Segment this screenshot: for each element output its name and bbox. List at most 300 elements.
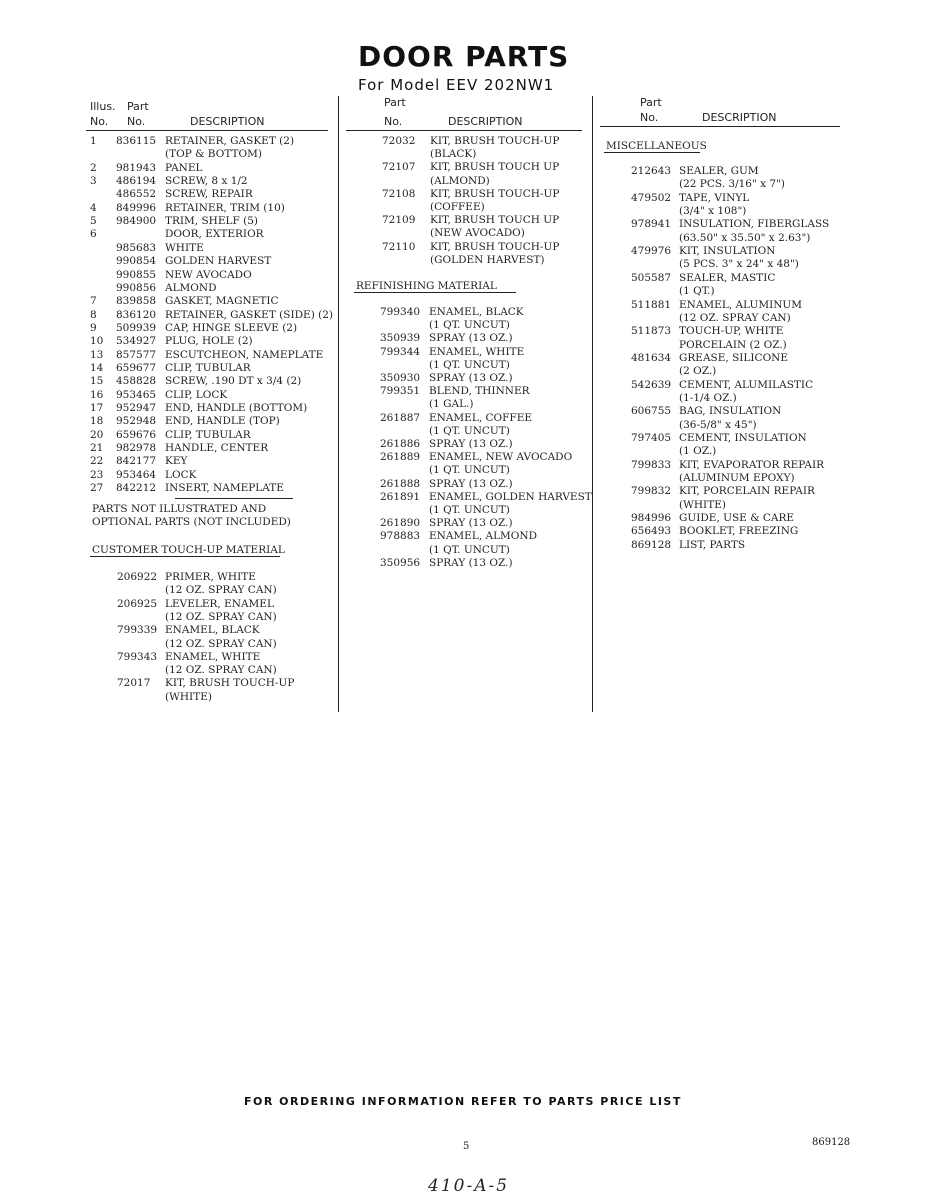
part-row: [380, 359, 588, 372]
part-row: [117, 651, 332, 664]
part-number: 72032: [382, 135, 416, 147]
part-number: 952947: [116, 402, 157, 414]
illus-number: 22: [90, 455, 104, 468]
part-description: ALMOND: [165, 281, 217, 294]
part-number: 261889: [380, 451, 421, 464]
refinishing-heading: REFINISHING MATERIAL: [356, 280, 497, 292]
part-description: (2 OZ.): [679, 365, 717, 378]
part-description: HANDLE, CENTER: [165, 442, 269, 455]
part-number: 799833: [631, 458, 672, 471]
part-number: 606755: [631, 405, 672, 418]
part-number: 505587: [631, 271, 672, 284]
col2-header-description: DESCRIPTION: [448, 115, 523, 128]
part-row: [90, 402, 335, 415]
part-description: GOLDEN HARVEST: [165, 255, 272, 268]
part-row: [90, 442, 335, 455]
part-description: TOUCH-UP, WHITE: [679, 325, 784, 338]
part-row: [631, 192, 836, 205]
col2-header-no: No.: [384, 115, 403, 128]
part-description: KIT, BRUSH TOUCH UP: [430, 161, 560, 174]
part-row: [90, 349, 335, 362]
part-number: 842212: [116, 482, 157, 495]
part-number: 534927: [116, 335, 157, 348]
part-number: 261888: [380, 477, 421, 490]
part-description: TRIM, SHELF (5): [165, 215, 258, 228]
part-row: [90, 269, 335, 282]
part-description: (1 GAL.): [429, 398, 474, 411]
part-row: [631, 232, 836, 245]
part-description: RETAINER, TRIM (10): [165, 201, 285, 214]
part-row: [90, 295, 335, 308]
part-description: NEW AVOCADO: [165, 268, 252, 281]
part-description: (BLACK): [430, 148, 477, 161]
part-description: (1 QT. UNCUT): [429, 424, 510, 437]
illus-number: 14: [90, 361, 104, 374]
part-number: 978941: [631, 218, 672, 231]
part-description: (NEW AVOCADO): [430, 227, 525, 240]
illus-number: 6: [90, 228, 97, 241]
part-row: [380, 438, 588, 451]
part-row: [117, 664, 332, 677]
part-number: 72109: [382, 214, 416, 227]
col3-header-description: DESCRIPTION: [702, 111, 777, 124]
illus-number: 17: [90, 402, 104, 414]
part-description: ENAMEL, WHITE: [165, 650, 261, 663]
part-description: (5 PCS. 3" x 24" x 48"): [679, 258, 799, 271]
part-number: 978883: [380, 530, 421, 543]
part-description: END, HANDLE (TOP): [165, 415, 280, 428]
part-number: 849996: [116, 201, 157, 214]
part-row: [90, 188, 335, 201]
part-description: ENAMEL, BLACK: [429, 306, 524, 318]
page-title: DOOR PARTS: [358, 40, 570, 73]
illus-number: 2: [90, 161, 97, 174]
part-description: CEMENT, INSULATION: [679, 432, 807, 444]
part-description: PRIMER, WHITE: [165, 571, 256, 583]
part-description: SPRAY (13 OZ.): [429, 477, 513, 490]
part-number: 486194: [116, 175, 157, 188]
part-number: 479976: [631, 245, 672, 258]
part-row: [380, 425, 588, 438]
part-row: [380, 346, 588, 359]
col2-header-rule: [346, 130, 582, 131]
part-row: [631, 419, 836, 432]
part-number: 842177: [116, 455, 157, 468]
part-row: [90, 282, 335, 295]
part-description: (1-1/4 OZ.): [679, 391, 737, 404]
part-row: [90, 415, 335, 428]
part-number: 511881: [631, 298, 672, 311]
part-row: [631, 285, 836, 298]
illus-number: 5: [90, 215, 97, 228]
part-number: 72110: [382, 240, 416, 253]
part-number: 261887: [380, 411, 421, 424]
illus-number: 9: [90, 321, 97, 334]
part-number: 481634: [631, 351, 672, 364]
part-description: BLEND, THINNER: [429, 385, 530, 398]
part-row: [117, 638, 332, 651]
part-row: [631, 352, 836, 365]
illus-number: 7: [90, 295, 97, 308]
part-description: GUIDE, USE & CARE: [679, 512, 795, 525]
part-row: [631, 485, 836, 498]
part-row: [90, 215, 335, 228]
col1-note-line2: OPTIONAL PARTS (NOT INCLUDED): [92, 516, 291, 528]
illus-number: 21: [90, 442, 104, 455]
part-description: ENAMEL, ALMOND: [429, 530, 538, 543]
part-row: [382, 135, 587, 148]
part-row: [631, 432, 836, 445]
miscellaneous-heading: MISCELLANEOUS: [606, 140, 707, 152]
part-row: [631, 218, 836, 231]
part-description: (12 OZ. SPRAY CAN): [165, 610, 277, 623]
part-description: (COFFEE): [430, 201, 485, 213]
part-description: END, HANDLE (BOTTOM): [165, 402, 308, 414]
part-number: 953464: [116, 468, 157, 481]
part-number: 990854: [116, 255, 157, 268]
part-row: [382, 148, 587, 161]
part-row: [380, 372, 588, 385]
part-description: (WHITE): [679, 498, 726, 511]
illus-number: 13: [90, 348, 104, 361]
part-description: (12 OZ. SPRAY CAN): [679, 311, 791, 324]
part-number: 982978: [116, 442, 157, 455]
part-row: [631, 525, 836, 538]
part-description: SCREW, .190 DT x 3/4 (2): [165, 375, 302, 388]
part-description: KIT, PORCELAIN REPAIR: [679, 485, 815, 498]
part-row: [117, 571, 332, 584]
part-description: ENAMEL, ALUMINUM: [679, 298, 803, 311]
part-row: [631, 445, 836, 458]
part-description: (1 QT. UNCUT): [429, 358, 510, 371]
col1-note-line1: PARTS NOT ILLUSTRATED AND: [92, 503, 267, 515]
part-row: [382, 214, 587, 227]
page-number: 5: [463, 1141, 470, 1152]
column-divider-2: [592, 96, 593, 712]
customer-touchup-heading: CUSTOMER TOUCH-UP MATERIAL: [92, 544, 285, 556]
part-row: [90, 255, 335, 268]
part-number: 350939: [380, 332, 421, 345]
part-description: (12 OZ. SPRAY CAN): [165, 664, 277, 677]
miscellaneous-underline: [604, 152, 700, 153]
part-row: [117, 598, 332, 611]
illus-number: 18: [90, 415, 104, 428]
part-number: 952948: [116, 415, 157, 428]
document-number: 869128: [812, 1137, 851, 1148]
illus-number: 20: [90, 428, 104, 441]
part-row: [90, 148, 335, 161]
part-description: (1 QT. UNCUT): [429, 319, 510, 332]
part-description: KEY: [165, 455, 188, 468]
part-row: [631, 405, 836, 418]
part-description: SPRAY (13 OZ.): [429, 438, 513, 450]
part-description: SPRAY (13 OZ.): [429, 556, 513, 569]
model-subtitle: For Model EEV 202NW1: [358, 76, 555, 94]
part-number: 984900: [116, 215, 157, 228]
part-description: GREASE, SILICONE: [679, 351, 789, 364]
part-description: SCREW, 8 x 1/2: [165, 175, 248, 188]
part-description: SEALER, MASTIC: [679, 271, 776, 284]
part-row: [380, 490, 592, 504]
part-description: BAG, INSULATION: [679, 405, 782, 418]
part-row: [90, 162, 335, 175]
part-row: [382, 188, 587, 201]
part-description: RETAINER, GASKET (SIDE) (2): [165, 308, 334, 321]
part-number: 799343: [117, 650, 158, 663]
part-number: 953465: [116, 388, 157, 401]
part-description: CLIP, LOCK: [165, 388, 228, 401]
part-number: 350930: [380, 372, 421, 384]
part-description: PLUG, HOLE (2): [165, 335, 253, 348]
part-row: [90, 135, 335, 148]
part-row: [90, 482, 335, 495]
part-row: [90, 362, 335, 375]
part-row: [380, 544, 588, 557]
part-description: ENAMEL, WHITE: [429, 345, 525, 358]
part-description: SCREW, REPAIR: [165, 188, 253, 201]
part-number: 659677: [116, 361, 157, 374]
col1-header-part: Part: [127, 100, 149, 113]
customer-touchup-underline: [90, 556, 280, 557]
part-number: 509939: [116, 321, 157, 334]
part-row: [380, 557, 588, 570]
part-row: [380, 451, 588, 464]
part-description: (36-5/8" x 45"): [679, 418, 757, 431]
part-row: [90, 242, 335, 255]
part-number: 857577: [116, 348, 157, 361]
part-row: [382, 254, 587, 267]
illus-number: 10: [90, 335, 104, 348]
part-description: (GOLDEN HARVEST): [430, 253, 545, 266]
part-number: 984996: [631, 512, 672, 525]
part-row: [631, 325, 836, 338]
part-description: SPRAY (13 OZ.): [429, 332, 513, 345]
part-row: [631, 258, 836, 271]
part-row: [90, 228, 335, 241]
part-description: KIT, BRUSH TOUCH-UP: [430, 187, 560, 200]
part-number: 206925: [117, 597, 158, 610]
col1-header-rule: [86, 130, 328, 131]
part-number: 458828: [116, 375, 157, 388]
part-row: [631, 312, 836, 325]
part-row: [380, 398, 588, 411]
refinishing-underline: [354, 292, 516, 293]
part-description: WHITE: [165, 241, 204, 254]
handwritten-note: 410-A-5: [428, 1176, 510, 1196]
part-number: 836120: [116, 308, 157, 321]
part-row: [117, 677, 332, 690]
part-row: [90, 309, 335, 322]
part-number: 261890: [380, 517, 421, 530]
part-description: (12 OZ. SPRAY CAN): [165, 584, 277, 597]
part-number: 869128: [631, 538, 672, 551]
illus-number: 23: [90, 468, 104, 481]
part-description: GASKET, MAGNETIC: [165, 295, 279, 308]
illus-number: 4: [90, 201, 97, 214]
part-row: [382, 161, 587, 174]
col3-header-no: No.: [640, 111, 659, 124]
part-description: ENAMEL, GOLDEN HARVEST: [429, 490, 592, 503]
part-row: [631, 472, 836, 485]
part-number: 212643: [631, 165, 672, 177]
col1-header-no2: No.: [127, 115, 146, 128]
part-number: 656493: [631, 525, 672, 538]
part-description: LEVELER, ENAMEL: [165, 597, 274, 610]
part-row: [382, 227, 587, 240]
part-row: [631, 245, 836, 258]
part-description: CAP, HINGE SLEEVE (2): [165, 321, 298, 334]
part-number: 542639: [631, 378, 672, 391]
part-description: LIST, PARTS: [679, 538, 746, 551]
part-number: 990855: [116, 268, 157, 281]
part-number: 486552: [116, 188, 157, 201]
col2-header-part: Part: [384, 96, 406, 109]
illus-number: 27: [90, 482, 104, 495]
part-row: [631, 379, 836, 392]
col1-header-description: DESCRIPTION: [190, 115, 265, 128]
part-number: 799351: [380, 385, 421, 398]
part-row: [380, 412, 588, 425]
part-description: ENAMEL, NEW AVOCADO: [429, 451, 573, 464]
part-row: [380, 530, 588, 543]
part-row: [90, 455, 335, 468]
part-row: [90, 429, 335, 442]
part-description: (1 QT. UNCUT): [429, 543, 510, 556]
part-row: [631, 392, 836, 405]
part-description: SEALER, GUM: [679, 165, 759, 177]
part-row: [631, 272, 836, 285]
part-description: (1 QT. UNCUT): [429, 504, 510, 516]
part-row: [380, 504, 588, 517]
part-row: [631, 178, 836, 191]
part-row: [382, 241, 587, 254]
part-row: [631, 499, 836, 512]
part-description: CEMENT, ALUMILASTIC: [679, 378, 814, 391]
part-description: (TOP & BOTTOM): [165, 148, 262, 161]
part-number: 981943: [116, 161, 157, 174]
part-row: [90, 202, 335, 215]
part-description: TAPE, VINYL: [679, 191, 750, 204]
part-description: SPRAY (13 OZ.): [429, 372, 513, 384]
part-number: 799832: [631, 485, 672, 498]
part-description: KIT, EVAPORATOR REPAIR: [679, 458, 824, 471]
part-description: SPRAY (13 OZ.): [429, 517, 513, 530]
part-row: [380, 464, 588, 477]
part-row: [90, 175, 335, 188]
part-description: KIT, BRUSH TOUCH-UP: [165, 677, 295, 690]
part-row: [380, 332, 588, 345]
part-description: (1 QT.): [679, 285, 715, 298]
part-number: 511873: [631, 325, 672, 338]
part-row: [631, 365, 836, 378]
part-row: [631, 339, 836, 352]
part-row: [382, 201, 587, 214]
part-row: [631, 165, 836, 178]
part-description: ENAMEL, BLACK: [165, 624, 260, 637]
part-description: ESCUTCHEON, NAMEPLATE: [165, 348, 324, 361]
part-number: 206922: [117, 571, 158, 583]
part-number: 799339: [117, 624, 158, 637]
part-number: 261886: [380, 438, 421, 450]
part-description: PANEL: [165, 161, 203, 174]
col1-header-illus: Illus.: [90, 100, 116, 113]
part-number: 836115: [116, 135, 157, 147]
part-description: BOOKLET, FREEZING: [679, 525, 799, 538]
part-number: 261891: [380, 490, 421, 503]
col3-header-part: Part: [640, 96, 662, 109]
part-row: [117, 691, 332, 704]
part-number: 799340: [380, 306, 421, 318]
part-number: 799344: [380, 345, 421, 358]
part-description: (1 QT. UNCUT): [429, 464, 510, 477]
illus-number: 3: [90, 175, 97, 188]
part-description: DOOR, EXTERIOR: [165, 228, 264, 241]
part-number: 72017: [117, 677, 151, 690]
part-row: [631, 205, 836, 218]
part-row: [380, 306, 588, 319]
col1-note-rule: [175, 498, 293, 499]
part-row: [631, 459, 836, 472]
part-description: INSERT, NAMEPLATE: [165, 482, 284, 495]
part-description: (63.50" x 35.50" x 2.63"): [679, 231, 811, 244]
part-description: KIT, BRUSH TOUCH-UP: [430, 135, 560, 147]
part-number: 659676: [116, 428, 157, 441]
ordering-info: FOR ORDERING INFORMATION REFER TO PARTS PRICE LIST: [244, 1095, 682, 1108]
part-description: ENAMEL, COFFEE: [429, 411, 533, 424]
illus-number: 16: [90, 388, 104, 401]
part-number: 990856: [116, 281, 157, 294]
part-row: [117, 584, 332, 597]
part-row: [90, 375, 335, 388]
part-description: CLIP, TUBULAR: [165, 428, 251, 441]
part-description: KIT, BRUSH TOUCH-UP: [430, 240, 560, 253]
part-description: (22 PCS. 3/16" x 7"): [679, 178, 785, 191]
part-row: [380, 385, 588, 398]
part-description: CLIP, TUBULAR: [165, 361, 251, 374]
part-row: [631, 512, 836, 525]
part-description: PORCELAIN (2 OZ.): [679, 338, 787, 351]
column-divider-1: [338, 96, 339, 712]
part-row: [90, 322, 335, 335]
part-number: 839858: [116, 295, 157, 308]
part-row: [117, 611, 332, 624]
part-number: 72108: [382, 187, 416, 200]
part-row: [117, 624, 332, 637]
part-description: (1 OZ.): [679, 445, 717, 458]
part-description: INSULATION, FIBERGLASS: [679, 218, 830, 231]
part-row: [631, 299, 836, 312]
part-description: KIT, INSULATION: [679, 245, 776, 258]
part-description: (WHITE): [165, 690, 212, 703]
illus-number: 1: [90, 135, 97, 147]
illus-number: 15: [90, 375, 104, 388]
part-description: (ALMOND): [430, 174, 490, 187]
part-row: [631, 539, 836, 552]
part-number: 479502: [631, 191, 672, 204]
part-row: [90, 469, 335, 482]
part-row: [90, 335, 335, 348]
part-number: 797405: [631, 432, 672, 444]
part-row: [380, 517, 588, 530]
part-row: [380, 319, 588, 332]
col3-header-rule: [600, 126, 840, 127]
part-description: LOCK: [165, 468, 197, 481]
part-row: [90, 389, 335, 402]
part-description: KIT, BRUSH TOUCH UP: [430, 214, 560, 227]
part-description: RETAINER, GASKET (2): [165, 135, 295, 147]
part-number: 985683: [116, 241, 157, 254]
part-row: [380, 478, 588, 491]
